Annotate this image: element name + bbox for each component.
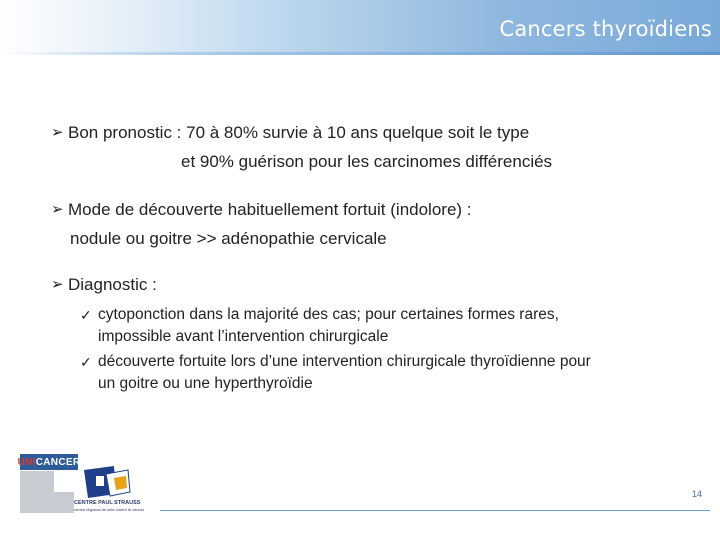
check-mark-icon: ✓ [80,307,92,323]
bullet-3-line-1: Diagnostic : [68,275,157,294]
subitem-2-line-1: découverte fortuite lors d’une intervention chirurgicale thyroïdienne pour [98,353,591,370]
unicancer-suffix: CANCER [35,456,81,468]
logo-grey-block [20,492,74,513]
arrow-bullet-icon: ➢ [51,201,64,218]
centre-name: CENTRE PAUL STRAUSS [74,500,141,506]
logos-area [17,454,146,516]
unicancer-prefix: UNI [17,456,36,468]
subitem-1-line-2: impossible avant l’intervention chirurgicale [98,328,389,345]
bullet-2-line-1: Mode de découverte habituellement fortuit (indolore) : [68,200,472,219]
bullet-1-line-2: et 90% guérison pour les carcinomes différenciés [181,152,553,171]
arrow-bullet-icon: ➢ [51,124,64,141]
bullet-2-line-2: nodule ou goitre >> adénopathie cervicale [70,229,387,248]
subitem-2-line-2: un goitre ou une hyperthyroïdie [98,375,313,392]
page-number: 14 [691,489,702,499]
unicancer-logo [17,454,81,470]
centre-tagline: centre régional de lutte contre le cancer [74,507,145,512]
centre-paul-strauss-logo-icon [76,464,142,500]
bullet-1-line-1: Bon pronostic : 70 à 80% survie à 10 ans quelque soit le type [68,123,530,142]
footer-divider [160,510,710,511]
check-mark-icon: ✓ [80,354,92,370]
subitem-1-line-1: cytoponction dans la majorité des cas; pour certaines formes rares, [98,306,559,323]
arrow-bullet-icon: ➢ [51,276,64,293]
slide-title: Cancers thyroïdiens [499,17,712,41]
